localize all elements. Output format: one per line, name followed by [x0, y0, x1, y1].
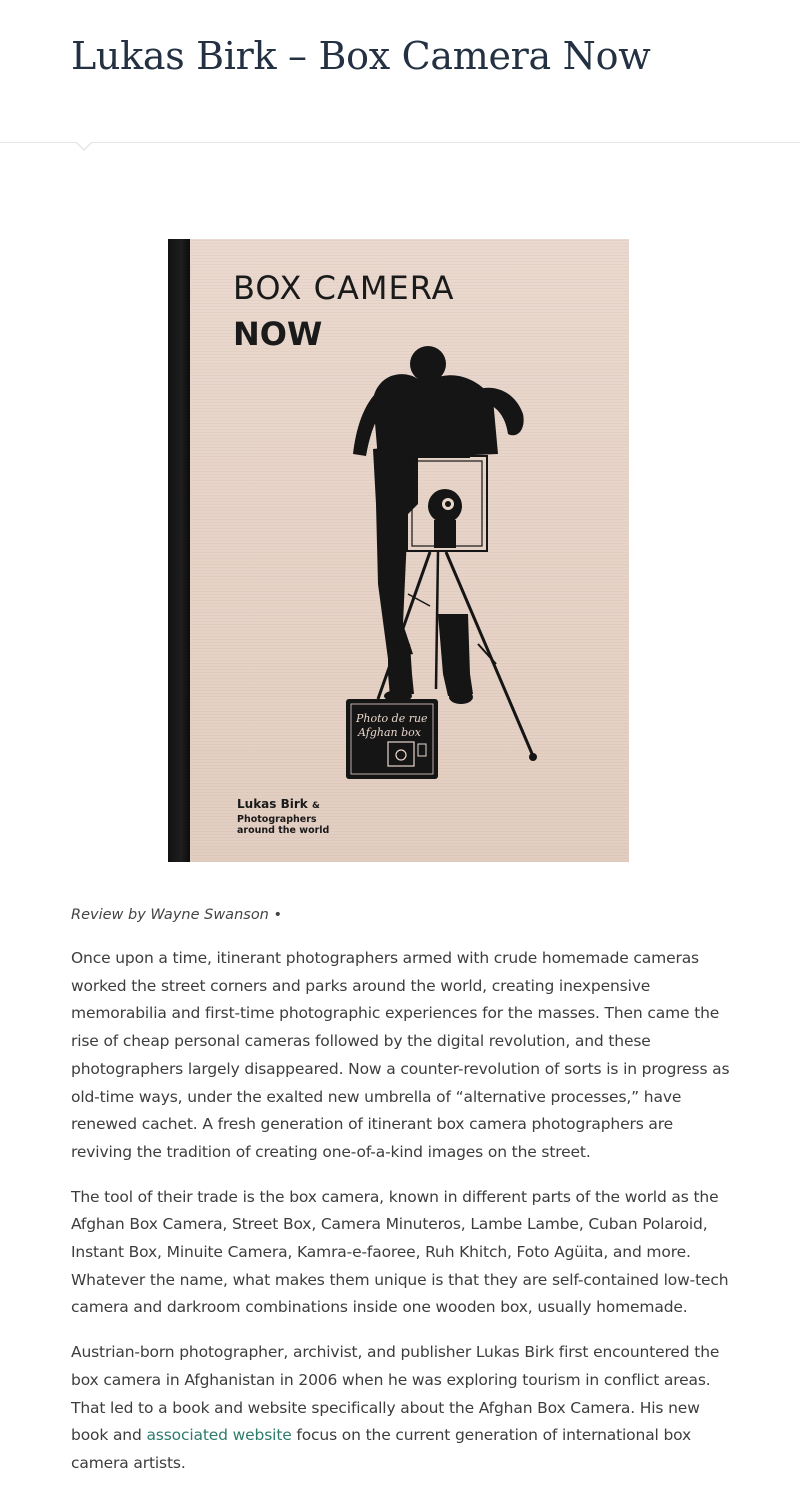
article-paragraph: Once upon a time, itinerant photographers armed with crude homemade cameras worked the street corners and parks around the world, creating inexpensive memorabilia and first-time photographic experiences for the masses. Then came the rise of cheap personal cameras followed by the digital revolution, and these photographers largely disappeared. Now a counter-revolution of sorts is in progress as old-time ways, under the exalted new umbrella of “alternative processes,” have renewed cachet. A fresh generation of itinerant box camera photographers are reviving the tradition of creating one-of-a-kind images on the street. — [71, 949, 730, 1161]
article-paragraph — [71, 1339, 731, 1478]
photographer-with-box-camera-illustration — [318, 344, 618, 789]
cover-subtitle-line1: Photographers — [237, 814, 317, 825]
paragraph-text: Austrian-born photographer, archivist, and publisher Lukas Birk first encountered the box camera in Afghanistan in 2006 when he was exploring tourism in conflict areas. That led to a book and website specifically about the Afghan Box Camera. His new book and — [71, 1343, 720, 1445]
cover-title-line1: BOX CAMERA — [233, 269, 455, 307]
article-paragraph: The tool of their trade is the box camera, known in different parts of the world as the Afghan Box Camera, Street Box, Camera Minuteros, Lambe Lambe, Cuban Polaroid, Instant Box, Minuite Camera, Kamra-e-faoree, Ruh Khitch, Foto Agüita, and more. Whatever the name, what makes them unique is that they are self-contained low-tech camera and darkroom combinations inside one wooden box, usually homemade. — [71, 1187, 729, 1317]
associated-website-link[interactable]: associated website — [146, 1426, 292, 1445]
paragraph-text: focus on the current generation of international box camera artists. — [71, 1426, 692, 1472]
review-byline: Review by Wayne Swanson • — [71, 907, 283, 923]
page-title: Lukas Birk – Box Camera Now — [71, 34, 651, 78]
cover-author-amp: & — [311, 801, 320, 811]
cover-title-line2: NOW — [233, 315, 323, 353]
book-spine — [168, 239, 190, 862]
article-body — [71, 945, 731, 1495]
cover-credit — [237, 797, 329, 836]
header-divider-notch — [75, 142, 93, 151]
cover-subtitle-line2: around the world — [237, 825, 330, 836]
book-cover-image — [168, 239, 629, 862]
cover-author: Lukas Birk — [237, 797, 308, 811]
cover-sign-line1: Photo de rue — [356, 712, 428, 725]
cover-sign-line2: Afghan box — [358, 726, 421, 739]
site-header — [0, 0, 800, 143]
